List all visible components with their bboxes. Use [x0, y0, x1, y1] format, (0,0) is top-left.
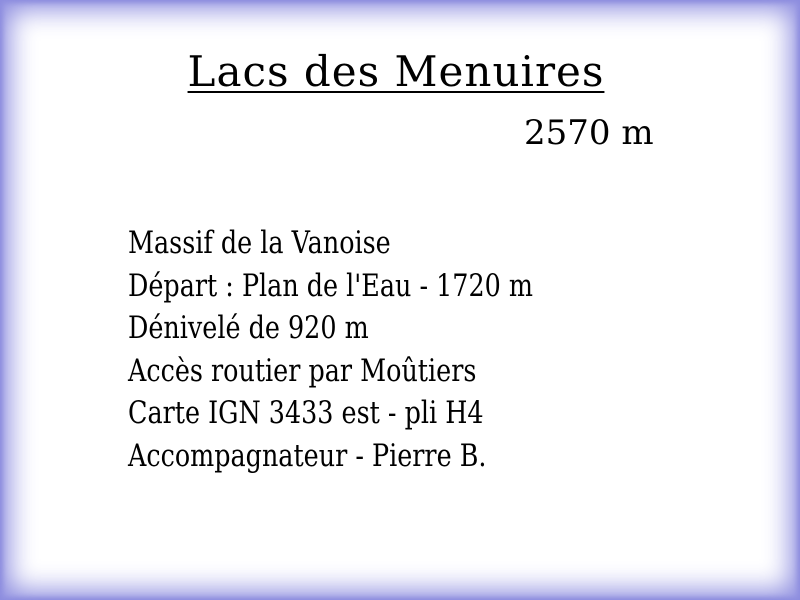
detail-massif: Massif de la Vanoise	[128, 225, 391, 261]
hike-details-list	[128, 222, 622, 477]
detail-road-access: Accès routier par Moûtiers	[128, 352, 477, 389]
detail-guide: Accompagnateur - Pierre B.	[128, 437, 487, 474]
detail-departure: Départ : Plan de l'Eau - 1720 m	[128, 267, 534, 304]
slide-title	[0, 44, 792, 100]
detail-elevation-gain: Dénivelé de 920 m	[128, 310, 369, 346]
detail-ign-map: Carte IGN 3433 est - pli H4	[128, 395, 484, 431]
slide-title-text: Lacs des Menuires	[187, 47, 605, 96]
summit-altitude: 2570 m	[524, 113, 654, 153]
